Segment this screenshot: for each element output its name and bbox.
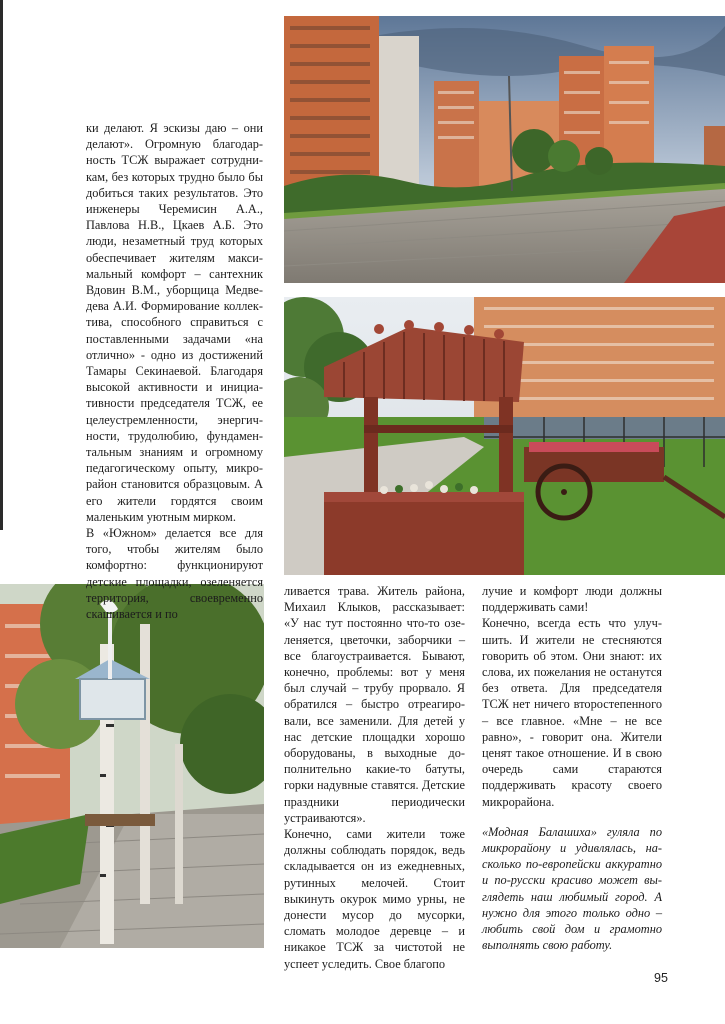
photo-residential-buildings	[284, 16, 725, 283]
photo-birch-alley	[0, 584, 264, 948]
column3-paragraph-1: лучие и комфорт люди должны поддерживать сами!	[482, 584, 662, 615]
column1-paragraph-2: В «Южном» делается все для того, чтобы жителям было комфортно: функционируют детские площадки, озеленяется территория, своевременно скашивается и по	[86, 526, 263, 622]
column3-paragraph-2: Конечно, всегда есть что улучшить. И жители не стесняются говорить об этом. Они знают: их слова, их пожелания не останутся без ответа. Для председателя ТСЖ нет ничего второстепенного – все главное. «Мне – не все равно», - говорит она. Жители ценят такое отношение. И в свою очередь сами стараются поддерживать красоту своего микрорайона.	[482, 616, 662, 809]
article-column-3	[482, 583, 662, 953]
closing-italic-paragraph: «Модная Балашиха» гуляла по микрорайону и удивлялась, насколько по-европейски аккуратно и по-русски красиво может выглядеть наш любимый город. А нужно для этого только одно – любить свой дом и грамотно выполнять свою работу.	[482, 824, 662, 953]
photo-decorative-well	[284, 297, 725, 575]
column2-paragraph-2: Конечно, сами жители тоже должны соблюдать порядок, ведь складывается он из ежедневных, рутинных мелочей. Стоит выкинуть окурок мимо урны, не донести мусор до мусорки, сломать молодое деревце – и никакое ТСЖ за чистотой не успеет уследить. Свое благопо	[284, 827, 465, 971]
page-number: 95	[654, 971, 668, 985]
article-column-1	[86, 120, 263, 622]
column2-paragraph-1: ливается трава. Житель района, Михаил Клыков, рассказывает: «У нас тут постоянно что-то озеленяется, цветочки, заборчики – все благоустраивается. Бывают, конечно, проблемы: вот у меня был случай – трубу прорвало. Я обратился – быстро отреагировали, все заменили. Для детей у нас детские площадки хорошо оборудованы, в выходные дополнительно какие-то батуты, горки надувные ставятся. Детские праздники периодически устраиваются».	[284, 584, 465, 825]
article-column-2	[284, 583, 465, 972]
column1-paragraph-1: ки делают. Я эскизы даю – они делают». Огромную благодарность ТСЖ выражает сотрудникам, без которых трудно было бы добиться таких результатов. Это инженеры Черемисин А.А., Павлова Н.В., Цкаев А.Б. Это люди, незаметный труд которых обеспечивает жителям максимальный комфорт – сантехник Вдовин В.М., уборщица Медведева А.И. Формирование коллектива, способного справиться с поставленными задачами «на отлично» - одно из достижений Тамары Секинаевой. Благодаря высокой активности и инициативности председателя ТСЖ, ее целеустремленности, энергичности, трудолюбию, фундаментальным знаниям и огромному педагогическому опыту, микрорайон становится образцовым. А его жители гордятся своим маленьким уютным мирком.	[86, 121, 263, 524]
left-edge-strip	[0, 0, 3, 530]
